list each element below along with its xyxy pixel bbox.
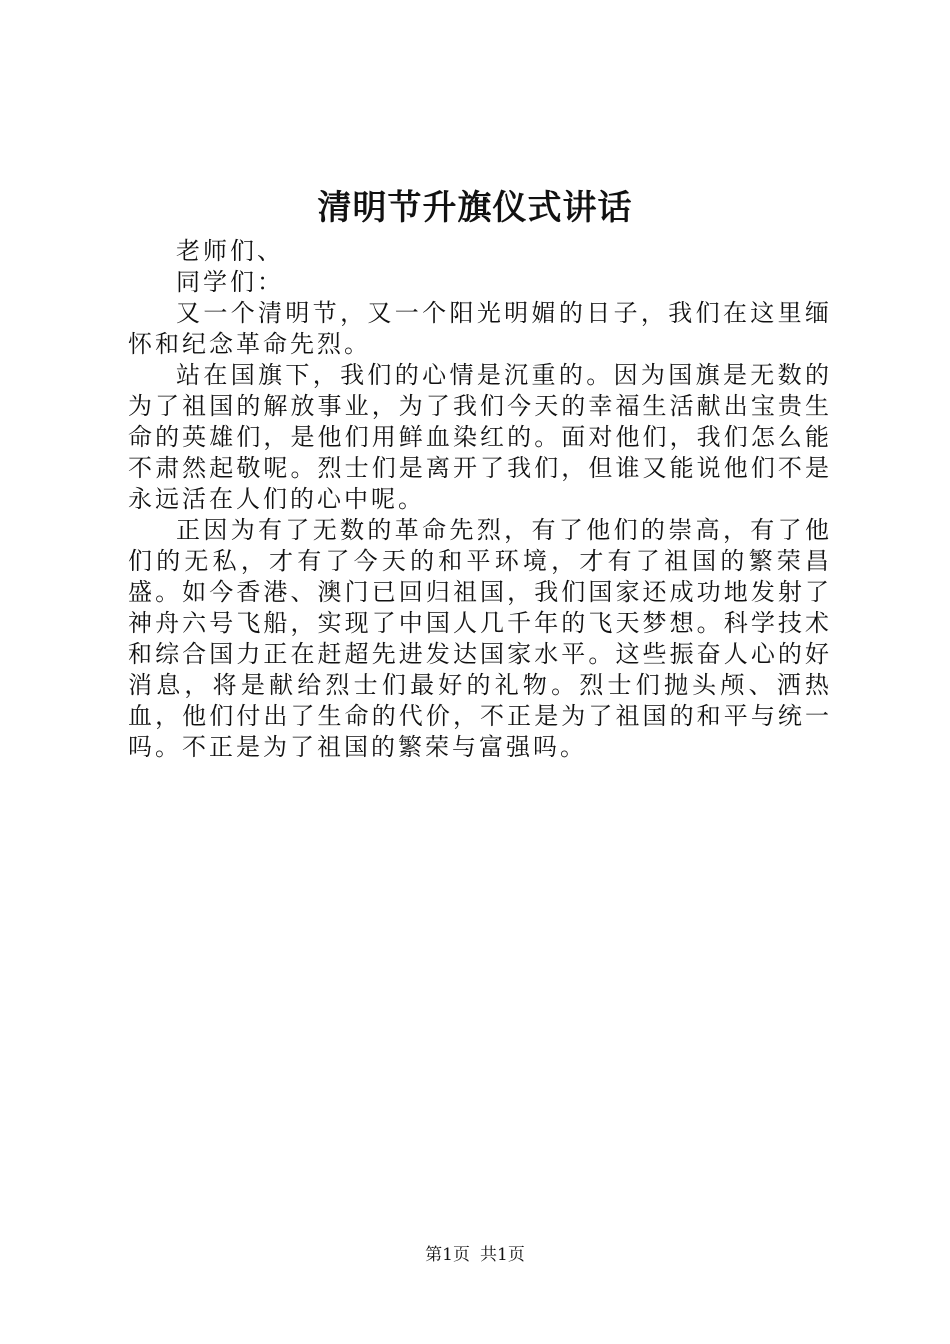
document-title: 清明节升旗仪式讲话 — [317, 188, 633, 228]
page-footer — [0, 1243, 950, 1267]
document-body — [128, 236, 832, 763]
paragraph: 又一个清明节，又一个阳光明媚的日子，我们在这里缅怀和纪念革命先烈。 — [128, 299, 832, 358]
salutation-students: 同学们： — [176, 268, 284, 296]
salutation-teachers: 老师们、 — [176, 237, 284, 265]
page-total: 共1页 — [480, 1245, 525, 1265]
paragraph: 正因为有了无数的革命先烈，有了他们的崇高，有了他们的无私，才有了今天的和平环境，才有了祖国的繁荣昌盛。如今香港、澳门已回归祖国，我们国家还成功地发射了神舟六号飞船，实现了中国人几千年的飞天梦想。科学技术和综合国力正在赶超先进发达国家水平。这些振奋人心的好消息，将是献给烈士们最好的礼物。烈士们抛头颅、洒热血，他们付出了生命的代价，不正是为了祖国的和平与统一吗。不正是为了祖国的繁荣与富强吗。 — [128, 516, 832, 761]
paragraph: 站在国旗下，我们的心情是沉重的。因为国旗是无数的为了祖国的解放事业，为了我们今天的幸福生活献出宝贵生命的英雄们，是他们用鲜血染红的。面对他们，我们怎么能不肃然起敬呢。烈士们是离开了我们，但谁又能说他们不是永远活在人们的心中呢。 — [128, 361, 832, 513]
page-number: 第1页 — [425, 1245, 470, 1265]
